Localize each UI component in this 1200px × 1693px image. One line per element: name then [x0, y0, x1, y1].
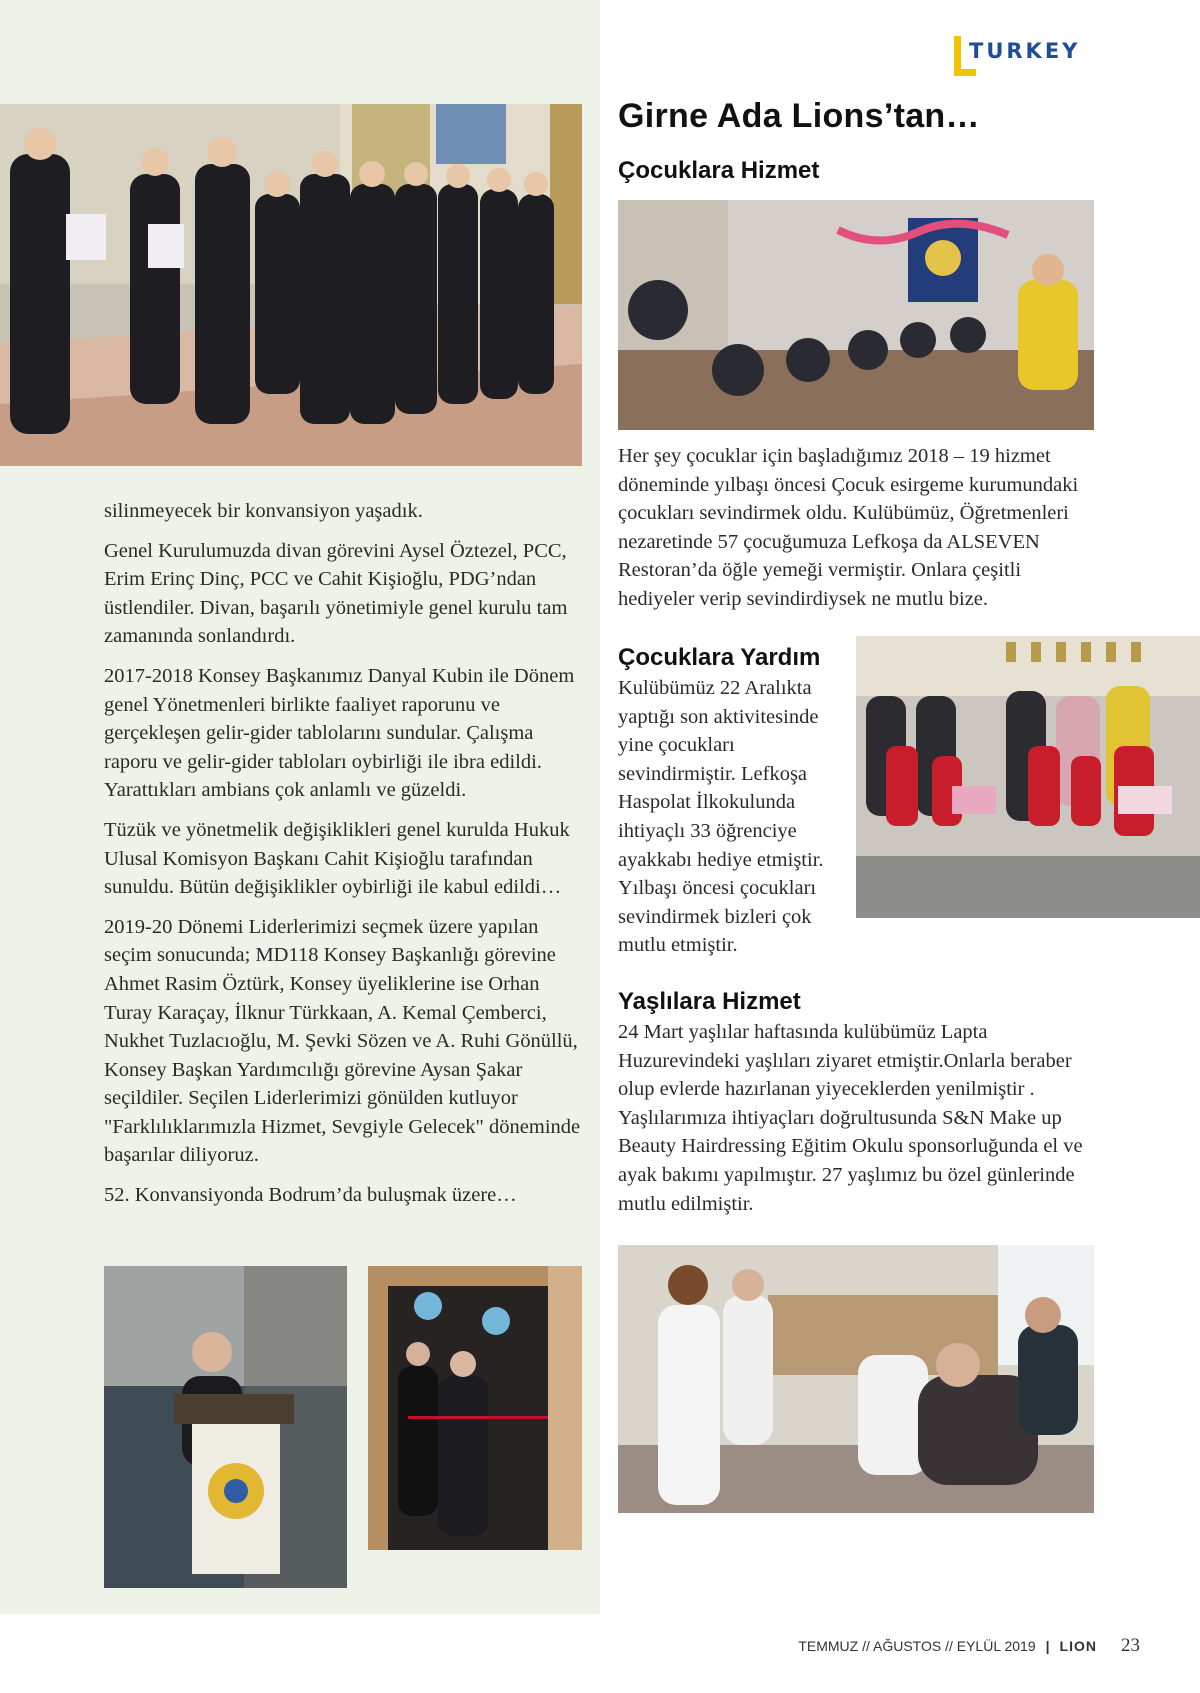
- magazine-name: LION: [1059, 1638, 1097, 1654]
- paragraph: 2017-2018 Konsey Başkanımız Danyal Kubin ile Dönem genel Yönetmenleri birlikte faaliyet raporunu ve gerçekleşen gelir-gider tablolarını sundular. Çalışma raporu ve gelir-gider tabloları oybirliği ile ibra edildi. Yarattıkları ambians çok anlamlı ve güzeldi.: [104, 664, 575, 802]
- turkey-brand-logo: [954, 36, 1094, 76]
- brand-name: TURKEY: [969, 39, 1081, 63]
- photo-elderly-care: [618, 1245, 1094, 1513]
- paragraph: Genel Kurulumuzda divan görevini Aysel Öztezel, PCC, Erim Erinç Dinç, PCC ve Cahit Kişioğlu, PDG’ndan üstlendiler. Divan, başarılı yönetimiyle genel kurulu tam zamanında sonlandırdı.: [104, 539, 568, 648]
- paragraph: 2019-20 Dönemi Liderlerimizi seçmek üzere yapılan seçim sonucunda; MD118 Konsey Başkanlığı görevine Ahmet Rasim Öztürk, Konsey üyeliklerine ise Orhan Turay Karaçay, İlknur Türkkaan, A. Kemal Çemberci, Nukhet Tuzlacıoğlu, M. Şevki Sözen ve A. Ruhi Gönüllü, Konsey Başkan Yardımcılığı görevine Aysan Şakar seçildiler. Seçilen Liderlerimizi gönülden kutluyor "Farklılıklarımızla Hizmet, Sevgiyle Gelecek" döneminde başarılar diliyoruz.: [104, 915, 581, 1167]
- section-heading-yaslilara-hizmet: Yaşlılara Hizmet: [618, 988, 801, 1015]
- section-text-yaslilara-hizmet: 24 Mart yaşlılar haftasında kulübümüz Lapta Huzurevindeki yaşlıları ziyaret etmiştir.Onlarla beraber olup evlerde hazırlanan yiyeceklerden yenilmiştir . Yaşlılarımıza ihtiyaçları doğrultusunda S&N Make up Beauty Hairdressing Eğitim Okulu sponsorluğunda el ve ayak bakımı yapılmıştır. 27 yaşlımız bu özel günlerinde mutlu edilmiştir.: [618, 1021, 1083, 1215]
- article-title: Girne Ada Lions’tan…: [618, 97, 980, 135]
- photo-children-lunch: [618, 200, 1094, 430]
- section-text-cocuklara-hizmet: Her şey çocuklar için başladığımız 2018 – 19 hizmet döneminde yılbaşı öncesi Çocuk esirgeme kurumundaki çocukları sevindirmek oldu. Kulübümüz, Öğretmenleri nezaretinde 57 çocuğumuza Lefkoşa da ALSEVEN Restoran’da öğle yemeği vermiştir. Onlara çeşitli hediyeler verip sevindirdiysek ne mutlu bize.: [618, 445, 1079, 610]
- section-text-cocuklara-yardim: Kulübümüz 22 Aralıkta yaptığı son aktivitesinde yine çocukları sevindirmiştir. Lefkoşa Haspolat İlkokulunda ihtiyaçlı 33 öğrenciye ayakkabı hediye etmiştir. Yılbaşı öncesi çocukları sevindirmek bizleri çok mutlu etmiştir.: [618, 677, 824, 957]
- paragraph: Tüzük ve yönetmelik değişiklikleri genel kurulda Hukuk Ulusal Komisyon Başkanı Cahit Kişioğlu tarafından sunuldu. Bütün değişiklikler oybirliği ile kabul edildi…: [104, 818, 570, 899]
- paragraph: silinmeyecek bir konvansiyon yaşadık.: [104, 500, 423, 522]
- left-column-text: [104, 497, 586, 1221]
- issue-date: TEMMUZ // AĞUSTOS // EYLÜL 2019: [798, 1638, 1036, 1654]
- page-number: 23: [1121, 1635, 1140, 1656]
- section-heading-cocuklara-yardim: Çocuklara Yardım: [618, 644, 821, 671]
- page-footer: [798, 1635, 1140, 1657]
- photo-convention-group-stage: [0, 104, 582, 466]
- photo-speaker-podium: [104, 1266, 347, 1588]
- photo-ribbon-cutting: [368, 1266, 582, 1550]
- footer-separator: |: [1045, 1638, 1050, 1654]
- section-heading-cocuklara-hizmet: Çocuklara Hizmet: [618, 157, 820, 184]
- photo-shoe-donation: [856, 636, 1200, 918]
- paragraph: 52. Konvansiyonda Bodrum’da buluşmak üzere…: [104, 1184, 517, 1207]
